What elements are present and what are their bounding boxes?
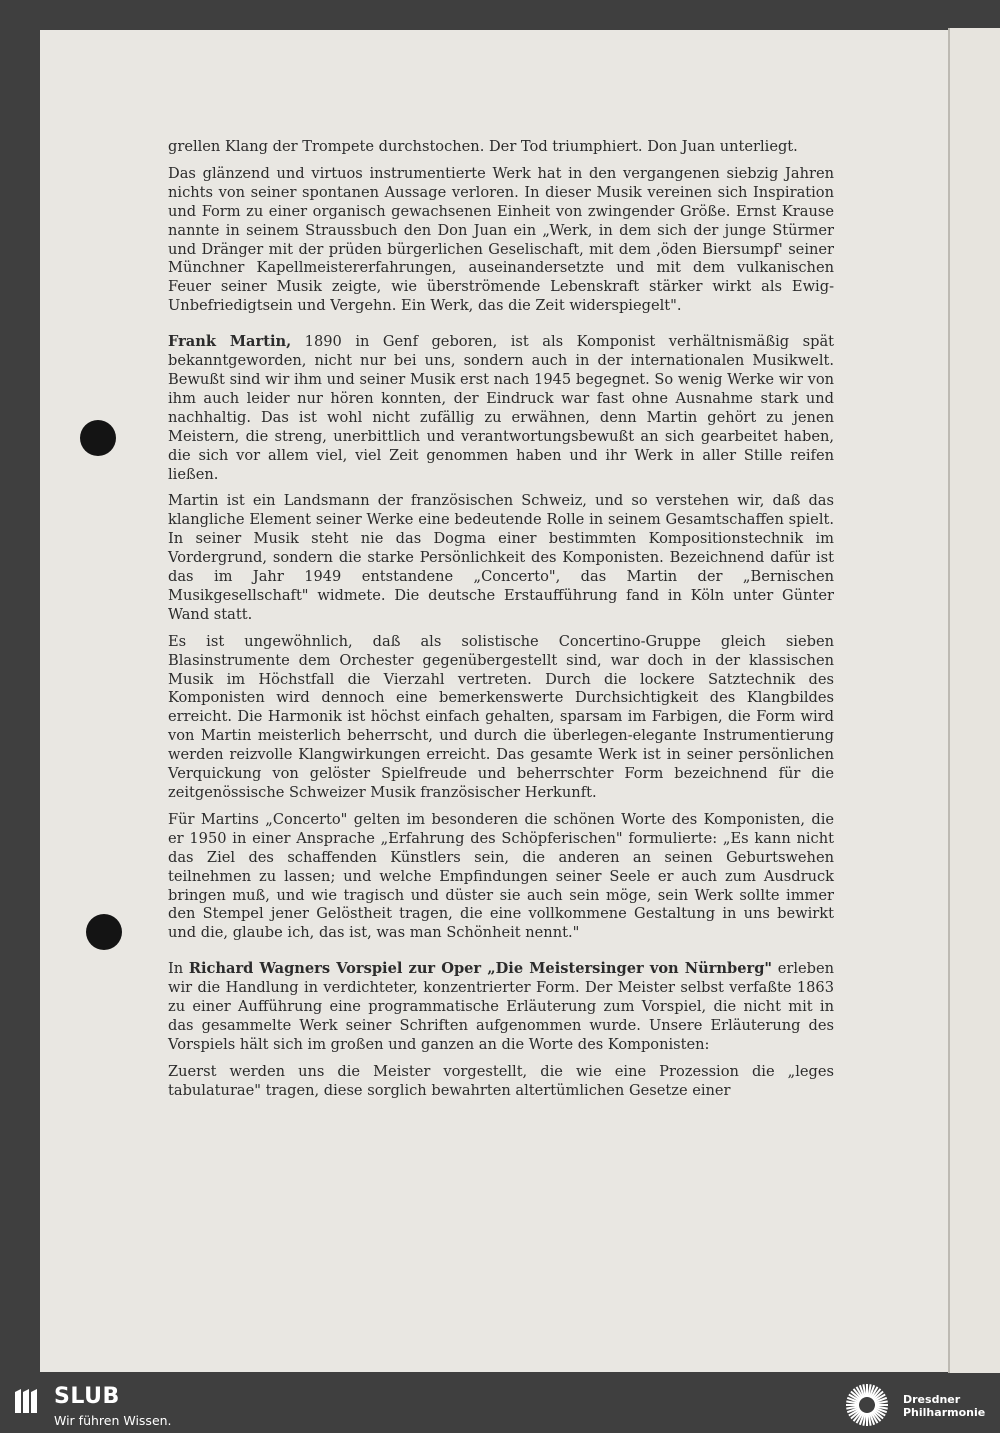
partner-name: [903, 1393, 998, 1419]
partner-name-line1: Dresdner: [903, 1393, 961, 1406]
text-run: erleben wir die Handlung in verdichteter, konzentrierter Form. Der Meister selbst verfaßte 1863 zu einer Aufführung eine programmatische Erläuterung zum Vorspiel, die nicht mit in das gesammelte Werk seiner Schriften aufgenommen wurde. Unsere Erläuterung des Vorspiels hält sich im großen und ganzen an die Worte des Komponisten:: [168, 960, 835, 1053]
library-tagline: Wir führen Wissen.: [54, 1413, 172, 1428]
punch-hole-bottom: [86, 914, 122, 950]
paragraph: [168, 960, 834, 1055]
library-name: SLUB: [54, 1384, 120, 1409]
paragraph: [168, 633, 834, 803]
paragraph: [168, 333, 834, 484]
text-run: Für Martins „Concerto" gelten im besonderen die schönen Worte des Komponisten, die er 1950 in einer Ansprache „Erfahrung des Schöpferischen" formulierte: „Es kann nicht das Ziel des schaffenden Künstlers sein, die anderen an seinen Geburtswehen teilnehmen zu lassen; und welche Empfindungen seiner Seele er auch zum Ausdruck bringen muß, und wie tragisch und düster sie auch sein möge, sein Werk sollte immer den Stempel jener Gelöstheit tragen, die eine vollkommene Gestaltung in uns bewirkt und die, glaube ich, das ist, was man Schönheit nennt.": [168, 810, 834, 942]
paragraph: [168, 165, 834, 316]
document-text-body: [168, 138, 834, 1109]
paragraph: [168, 138, 834, 157]
paragraph: [168, 811, 834, 943]
philharmonie-logo-icon: [840, 1382, 894, 1428]
text-run: In: [168, 960, 189, 978]
text-run: Das glänzend und virtuos instrumentierte Werk hat in den vergangenen siebzig Jahren nichts von seiner spontanen Aussage verloren. In dieser Musik vereinen sich Inspiration und Form zu einer organisch gewachsenen Einheit von zwingender Größe. Ernst Krause nannte in seinem Straussbuch den Don Juan ein „Werk, in dem sich der junge Stürmer und Dränger mit der prüden bürgerlichen Geselischaft, mit dem ‚öden Biersumpf' seiner Münchner Kapellmeistererfahrungen, auseinandersetzte und mit dem vulkanischen Feuer seiner Musik zeigte, wie überströmende Lebenskraft stärker wirkt als Ewig-Unbefriedigtsein und Vergehn. Ein Werk, das die Zeit widerspiegelt".: [168, 164, 834, 315]
adjacent-page-edge: [950, 28, 1000, 1373]
paragraph: [168, 1063, 834, 1101]
text-run: Zuerst werden uns die Meister vorgestellt, die wie eine Prozession die „leges tabulaturae" tragen, diese sorglich bewahrten altertümlichen Gesetze einer: [168, 1062, 834, 1099]
bold-text-run: Frank Martin,: [168, 333, 292, 351]
text-run: Martin ist ein Landsmann der französischen Schweiz, und so verstehen wir, daß das klangliche Element seiner Werke eine bedeutende Rolle in seinem Gesamtschaffen spielt. In seiner Musik steht nie das Dogma einer bestimmten Kompositionstechnik im Vordergrund, sondern die starke Persönlichkeit des Komponisten. Bezeichnend dafür ist das im Jahr 1949 entstandene „Concerto", das Martin der „Bernischen Musikgesellschaft" widmete. Die deutsche Erstaufführung fand in Köln unter Günter Wand statt.: [168, 492, 834, 623]
partner-name-line2: Philharmonie: [903, 1406, 986, 1419]
slub-logo-icon: [12, 1386, 42, 1416]
text-run: grellen Klang der Trompete durchstochen. Der Tod triumphiert. Don Juan unterliegt.: [168, 138, 798, 155]
paragraph: [168, 492, 834, 624]
punch-hole-top: [80, 420, 116, 456]
text-run: Es ist ungewöhnlich, daß als solistische Concertino-Gruppe gleich sieben Blasinstrumente dem Orchester gegenübergestellt sind, war doch in der klassischen Musik im Höchstfall die Vierzahl vertreten. Durch die lockere Satztechnik des Komponisten wird dennoch eine bemerkenswerte Durchsichtigkeit des Klangbildes erreicht. Die Harmonik ist höchst einfach gehalten, sparsam im Farbigen, die Form wird von Martin meisterlich beherrscht, und durch die überlegen-elegante Instrumentierung werden reizvolle Klangwirkungen erreicht. Das gesamte Werk ist in seiner persönlichen Verquickung von gelöster Spielfreude und beherrschter Form bezeichnend für die zeitgenössische Schweizer Musik französischer Herkunft.: [168, 632, 834, 801]
text-run: 1890 in Genf geboren, ist als Komponist verhältnismäßig spät bekanntgeworden, nicht nur bei uns, sondern auch in der internationalen Musikwelt. Bewußt sind wir ihm und seiner Musik erst nach 1945 begegnet. So wenig Werke wir von ihm auch leider nur hören konnten, der Eindruck war fast ohne Ausnahme stark und nachhaltig. Das ist wohl nicht zufällig zu erwähnen, denn Martin gehört zu jenen Meistern, die streng, unerbittlich und verantwortungsbewußt an sich gearbeitet haben, die sich vor allem viel, viel Zeit genommen haben und ihr Werk in aller Stille reifen ließen.: [168, 333, 835, 483]
bold-text-run: Richard Wagners Vorspiel zur Oper „Die Meistersinger von Nürnberg": [188, 960, 773, 978]
footer-bar: [0, 1373, 1000, 1433]
